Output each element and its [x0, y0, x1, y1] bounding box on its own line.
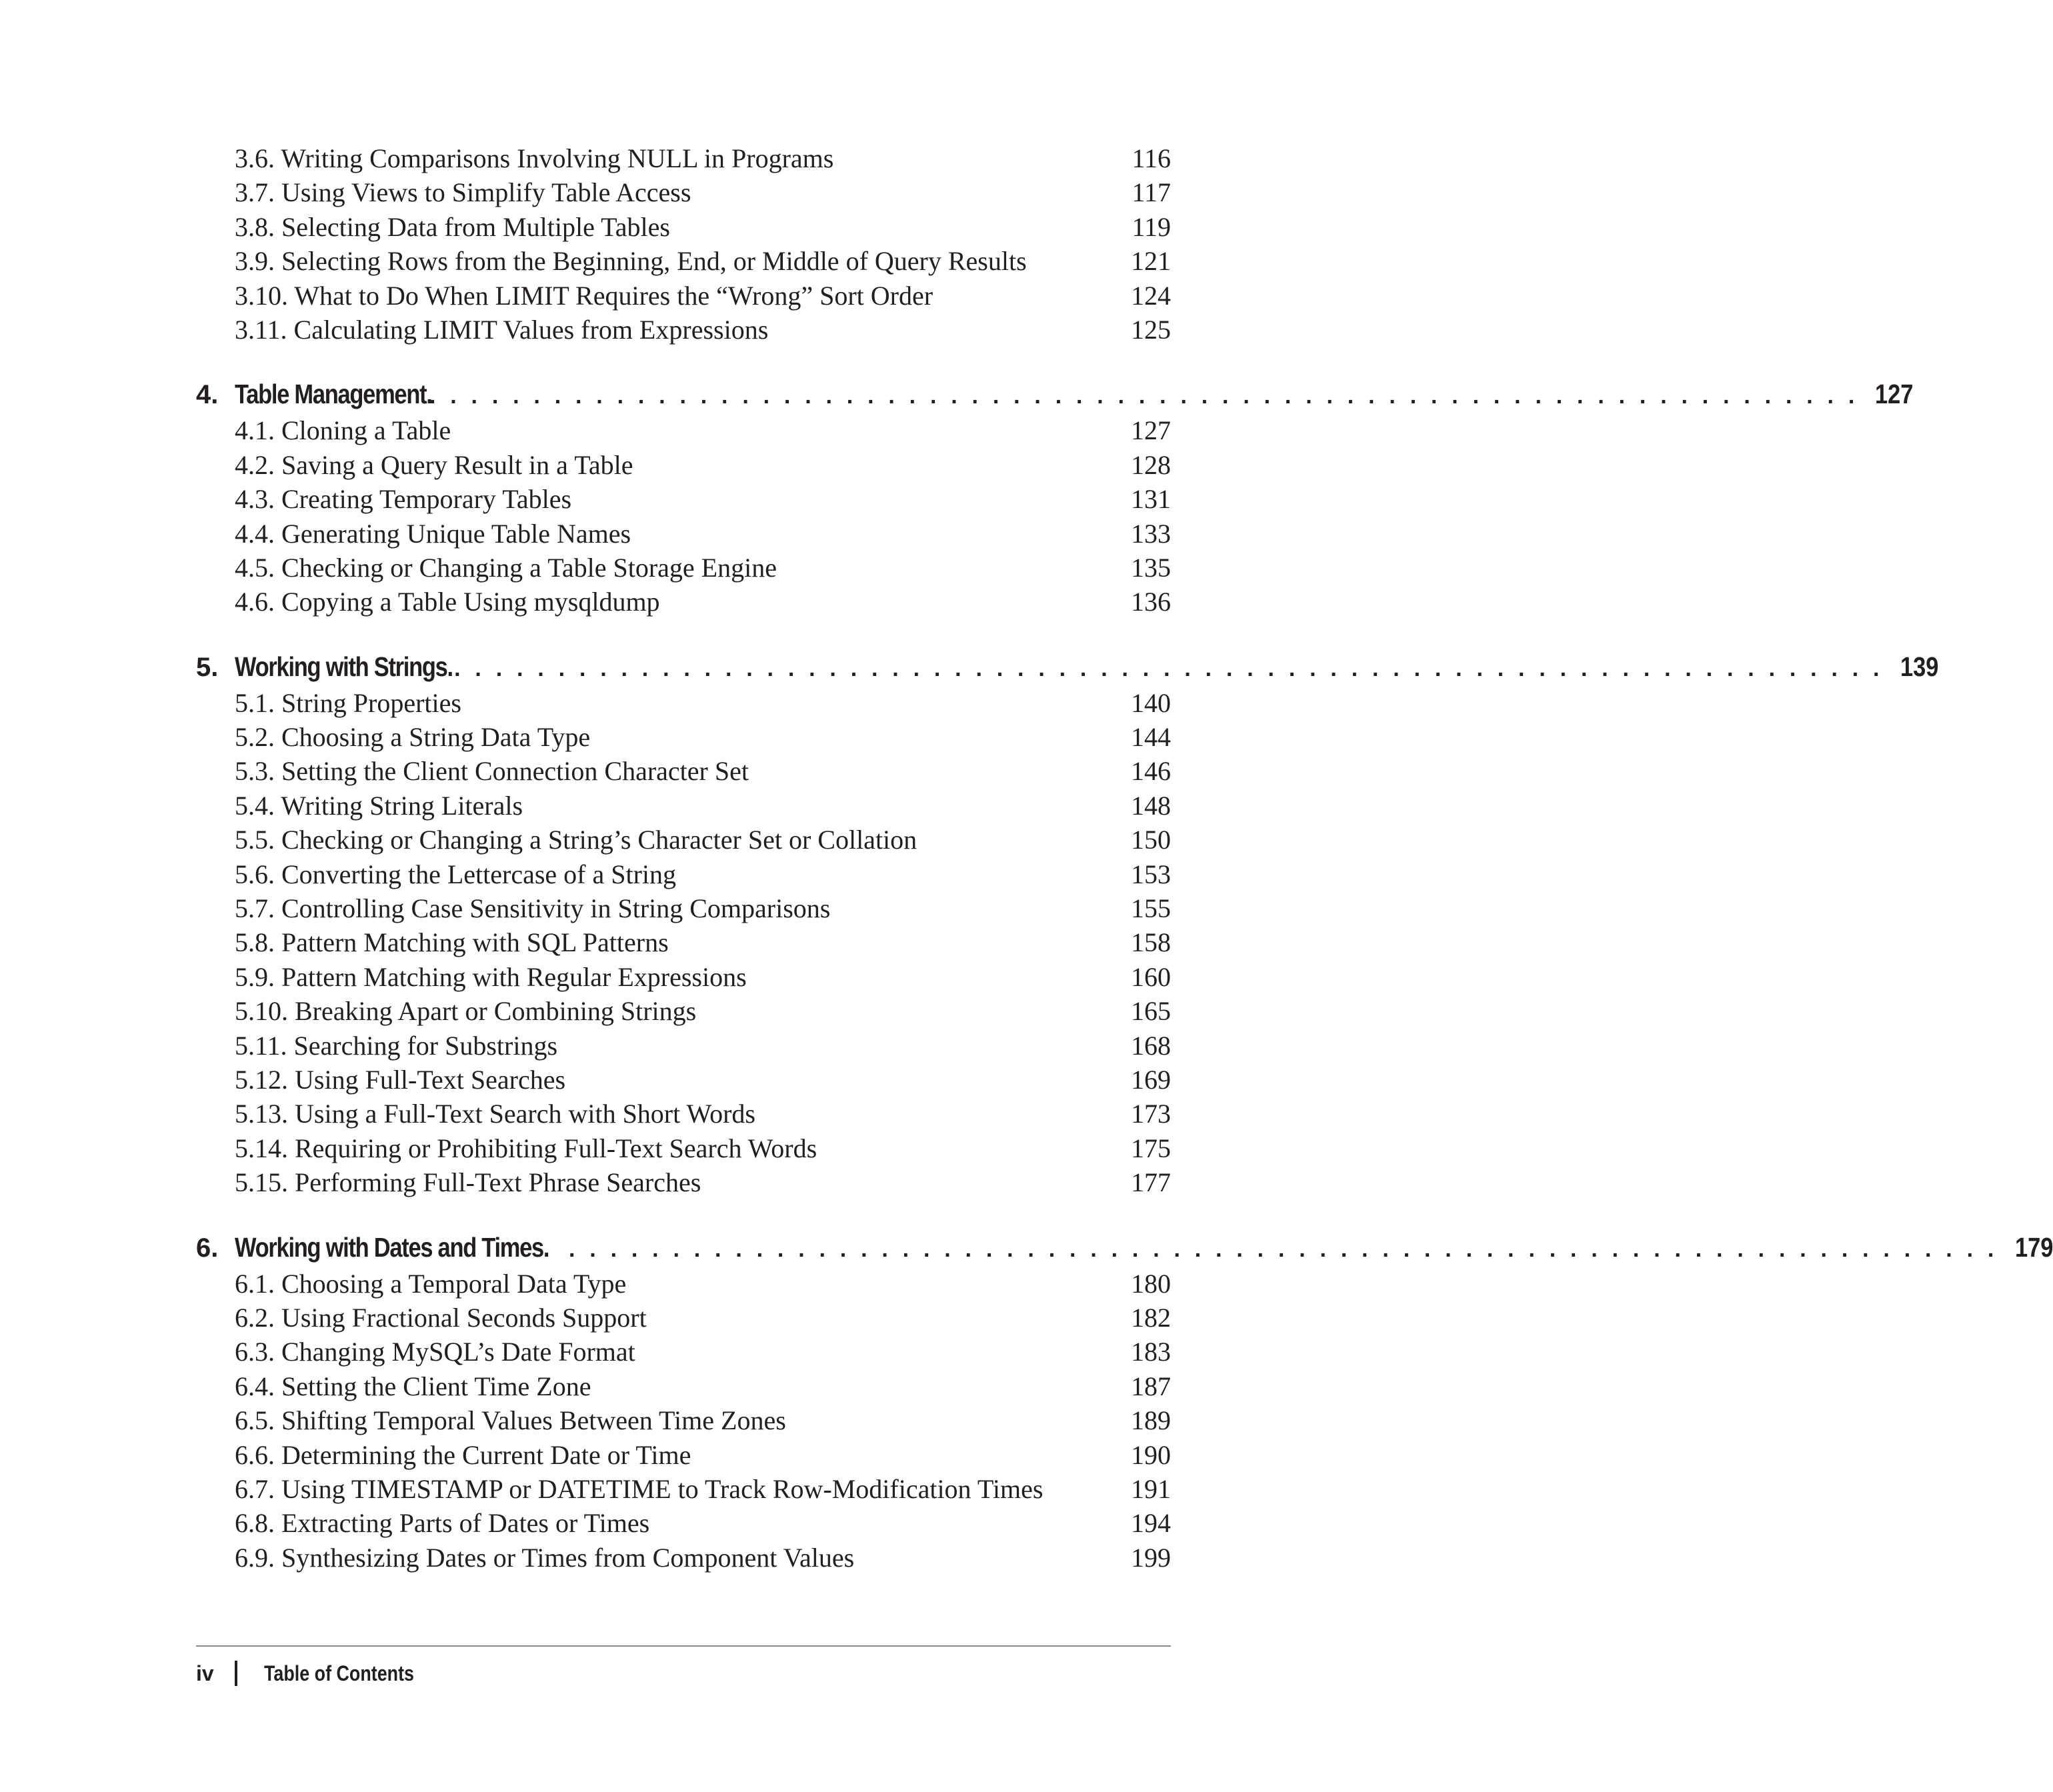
toc-entry[interactable] — [196, 1472, 1171, 1506]
entry-page: 128 — [1131, 449, 1171, 480]
chapter-5 — [196, 647, 1939, 1200]
entry-page: 148 — [1131, 790, 1171, 821]
entry-title: 5.13. Using a Full-Text Search with Short Words — [235, 1099, 755, 1129]
entry-title: 6.6. Determining the Current Date or Time — [235, 1439, 691, 1470]
entry-title: 3.8. Selecting Data from Multiple Tables — [235, 211, 670, 242]
entry-title: 5.10. Breaking Apart or Combining Strings — [235, 996, 697, 1027]
chapter-page: 179 — [2014, 1231, 2053, 1263]
toc-entry[interactable] — [196, 1165, 1171, 1199]
entry-page: 169 — [1131, 1064, 1171, 1095]
toc-entry[interactable] — [196, 1403, 1171, 1437]
toc-entry[interactable] — [196, 448, 1171, 482]
toc-entry[interactable] — [196, 244, 1171, 278]
entry-title: 5.11. Searching for Substrings — [235, 1030, 558, 1061]
entry-title: 5.1. String Properties — [235, 687, 461, 718]
entry-page: 187 — [1131, 1371, 1171, 1401]
entry-page: 144 — [1131, 722, 1171, 753]
chapter-number: 5. — [196, 652, 219, 682]
entry-page: 158 — [1131, 927, 1171, 958]
entry-title: 5.5. Checking or Changing a String’s Character Set or Collation — [235, 825, 917, 855]
chapter-6 — [196, 1228, 2053, 1575]
footer-page-number: iv — [196, 1661, 214, 1685]
entry-page: 168 — [1131, 1030, 1171, 1061]
entry-title: 5.15. Performing Full-Text Phrase Searches — [235, 1167, 701, 1198]
entry-title: 6.1. Choosing a Temporal Data Type — [235, 1268, 627, 1299]
entry-page: 165 — [1131, 996, 1171, 1027]
entry-page: 119 — [1132, 211, 1171, 242]
toc-entry[interactable] — [196, 686, 1171, 720]
entry-title: 4.3. Creating Temporary Tables — [235, 484, 572, 515]
chapter-title: Table Management. — [235, 379, 432, 410]
entry-title: 5.7. Controlling Case Sensitivity in String Comparisons — [235, 893, 831, 924]
entry-title: 6.2. Using Fractional Seconds Support — [235, 1302, 647, 1333]
chapter-heading[interactable] — [196, 375, 1914, 413]
entry-title: 3.11. Calculating LIMIT Values from Expressions — [235, 314, 769, 345]
toc-entry[interactable] — [196, 891, 1171, 925]
entry-page: 146 — [1131, 756, 1171, 787]
toc-entry[interactable] — [196, 857, 1171, 891]
entry-page: 199 — [1131, 1542, 1171, 1573]
toc-entry[interactable] — [196, 960, 1171, 994]
entry-page: 117 — [1132, 177, 1171, 208]
entry-page: 116 — [1132, 143, 1171, 173]
footer-title: Table of Contents — [264, 1661, 414, 1685]
toc-entry[interactable] — [196, 1335, 1171, 1369]
chapter-title: Working with Strings. — [235, 651, 453, 682]
toc-entry[interactable] — [196, 1267, 1171, 1301]
entry-title: 6.4. Setting the Client Time Zone — [235, 1371, 591, 1401]
entry-page: 177 — [1131, 1167, 1171, 1198]
toc-entry[interactable] — [196, 789, 1171, 823]
entry-title: 6.5. Shifting Temporal Values Between Time Zones — [235, 1405, 786, 1436]
entry-title: 6.3. Changing MySQL’s Date Format — [235, 1337, 635, 1367]
dot-leader: . . . . . . . . . . . . . . . . . . . . . . . . . . . . . . . . . . . . . . . . . . . . . . . . . . . . . . . . . . . . . . . . . . . . . — [454, 655, 1884, 681]
toc-entry[interactable] — [196, 1063, 1171, 1097]
footer-rule — [196, 1645, 1171, 1647]
entry-page: 190 — [1131, 1439, 1171, 1470]
entry-page: 153 — [1131, 859, 1171, 889]
entry-title: 4.5. Checking or Changing a Table Storage Engine — [235, 552, 777, 583]
entry-title: 6.8. Extracting Parts of Dates or Times — [235, 1508, 650, 1539]
entry-title: 5.3. Setting the Client Connection Character Set — [235, 756, 749, 787]
entry-title: 5.6. Converting the Lettercase of a String — [235, 859, 677, 889]
entry-page: 140 — [1131, 687, 1171, 718]
chapter-4 — [196, 375, 1914, 619]
toc-entry[interactable] — [196, 1438, 1171, 1472]
entry-page: 194 — [1131, 1508, 1171, 1539]
entry-title: 4.1. Cloning a Table — [235, 415, 451, 446]
dot-leader: . . . . . . . . . . . . . . . . . . . . . . . . . . . . . . . . . . . . . . . . . . . . . . . . . . . . . . . . . . . . . . . . . . . . . — [569, 1236, 1998, 1262]
entry-title: 5.14. Requiring or Prohibiting Full-Text Search Words — [235, 1133, 817, 1163]
entry-page: 173 — [1131, 1099, 1171, 1129]
entry-page: 121 — [1131, 246, 1171, 277]
entry-title: 4.6. Copying a Table Using mysqldump — [235, 587, 660, 617]
entry-page: 125 — [1131, 314, 1171, 345]
toc-entry[interactable] — [196, 551, 1171, 585]
entry-title: 5.12. Using Full-Text Searches — [235, 1064, 566, 1095]
entry-title: 5.8. Pattern Matching with SQL Patterns — [235, 927, 669, 958]
entry-page: 180 — [1131, 1268, 1171, 1299]
toc-entry[interactable] — [196, 585, 1171, 619]
chapter-heading[interactable] — [196, 1228, 2053, 1267]
chapter-number: 4. — [196, 380, 219, 410]
entry-page: 135 — [1131, 552, 1171, 583]
chapter-heading[interactable] — [196, 647, 1939, 686]
entry-title: 4.2. Saving a Query Result in a Table — [235, 449, 633, 480]
entry-page: 183 — [1131, 1337, 1171, 1367]
entry-title: 3.9. Selecting Rows from the Beginning, End, or Middle of Query Results — [235, 246, 1027, 277]
entry-title: 6.7. Using TIMESTAMP or DATETIME to Track Row-Modification Times — [235, 1473, 1044, 1504]
toc-entry[interactable] — [196, 141, 1171, 175]
chapter-page: 139 — [1900, 651, 1939, 682]
toc-entry[interactable] — [196, 754, 1171, 788]
toc-entry[interactable] — [196, 1541, 1171, 1575]
entry-page: 136 — [1131, 587, 1171, 617]
toc-entry[interactable] — [196, 279, 1171, 313]
toc-entry[interactable] — [196, 1369, 1171, 1403]
entry-title: 5.2. Choosing a String Data Type — [235, 722, 591, 753]
entry-page: 182 — [1131, 1302, 1171, 1333]
entry-page: 175 — [1131, 1133, 1171, 1163]
entry-page: 124 — [1131, 280, 1171, 311]
entry-page: 160 — [1131, 961, 1171, 992]
toc-entry[interactable] — [196, 994, 1171, 1028]
chapter-title: Working with Dates and Times. — [235, 1231, 549, 1263]
toc-entry[interactable] — [196, 175, 1171, 209]
entry-title: 6.9. Synthesizing Dates or Times from Component Values — [235, 1542, 855, 1573]
footer-line — [196, 1653, 1171, 1693]
entry-page: 133 — [1131, 518, 1171, 549]
entry-page: 155 — [1131, 893, 1171, 924]
page-footer — [196, 1645, 1171, 1693]
dot-leader: . . . . . . . . . . . . . . . . . . . . . . . . . . . . . . . . . . . . . . . . . . . . . . . . . . . . . . . . . . . . . . . . . . . . . — [429, 383, 1859, 409]
toc-entry[interactable] — [196, 413, 1171, 447]
entry-title: 3.7. Using Views to Simplify Table Access — [235, 177, 691, 208]
entry-page: 150 — [1131, 825, 1171, 855]
toc-entry[interactable] — [196, 1029, 1171, 1063]
entry-title: 4.4. Generating Unique Table Names — [235, 518, 631, 549]
entry-page: 189 — [1131, 1405, 1171, 1436]
entry-title: 5.4. Writing String Literals — [235, 790, 523, 821]
toc-entry[interactable] — [196, 482, 1171, 516]
footer-separator — [235, 1661, 237, 1686]
entry-title: 3.6. Writing Comparisons Involving NULL in Programs — [235, 143, 834, 173]
toc-entry[interactable] — [196, 210, 1171, 244]
toc-entry[interactable] — [196, 1131, 1171, 1165]
entry-page: 127 — [1131, 415, 1171, 446]
toc-entry[interactable] — [196, 313, 1171, 347]
toc-entry[interactable] — [196, 925, 1171, 959]
chapter-number: 6. — [196, 1233, 219, 1263]
toc-entry[interactable] — [196, 823, 1171, 857]
toc-continued-section — [196, 141, 1171, 347]
entry-title: 5.9. Pattern Matching with Regular Expressions — [235, 961, 747, 992]
chapter-page: 127 — [1875, 379, 1914, 410]
entry-title: 3.10. What to Do When LIMIT Requires the “Wrong” Sort Order — [235, 280, 933, 311]
toc-entry[interactable] — [196, 1097, 1171, 1131]
table-of-contents — [196, 141, 2053, 1603]
toc-entry[interactable] — [196, 517, 1171, 551]
toc-entry[interactable] — [196, 1506, 1171, 1540]
toc-entry[interactable] — [196, 720, 1171, 754]
toc-entry[interactable] — [196, 1301, 1171, 1335]
entry-page: 131 — [1131, 484, 1171, 515]
entry-page: 191 — [1131, 1473, 1171, 1504]
